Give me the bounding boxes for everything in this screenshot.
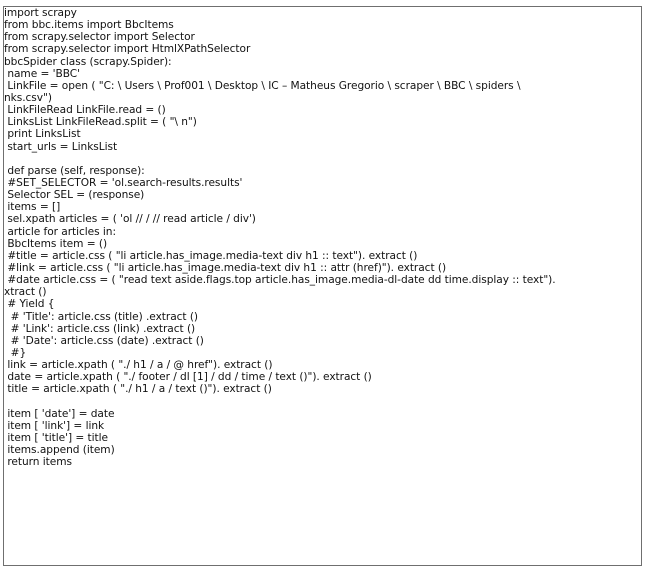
code-line: sel.xpath articles = ( 'ol // / // read article / div')	[4, 213, 256, 226]
code-line: start_urls = LinksList	[4, 140, 118, 153]
code-line: title = article.xpath ( "./ h1 / a / text ()"). extract ()	[4, 383, 272, 396]
code-line: #link = article.css ( "li article.has_image.media-text div h1 :: attr (href)"). extract ()	[4, 261, 447, 274]
code-line: #title = article.css ( "li article.has_image.media-text div h1 :: text"). extract ()	[4, 249, 418, 262]
code-line: BbcItems item = ()	[4, 237, 108, 250]
code-line: article for articles in:	[4, 225, 116, 238]
code-line: return items	[4, 456, 72, 469]
code-line: xtract ()	[4, 286, 47, 299]
code-line: # 'Link': article.css (link) .extract ()	[4, 322, 196, 335]
code-line: from bbc.items import BbcItems	[4, 19, 174, 32]
code-line: bbcSpider class (scrapy.Spider):	[4, 55, 172, 68]
code-line: print LinksList	[4, 128, 81, 141]
code-line: LinkFile = open ( "C: \ Users \ Prof001 \ Desktop \ IC – Matheus Gregorio \ scraper \ BBC \ spiders \	[4, 79, 521, 92]
code-line: items = []	[4, 201, 61, 214]
code-line: item [ 'link'] = link	[4, 419, 105, 432]
code-line: #SET_SELECTOR = 'ol.search-results.results'	[4, 176, 243, 189]
code-line: LinksList LinkFileRead.split = ( "\ n")	[4, 116, 197, 129]
code-line: Selector SEL = (response)	[4, 189, 145, 202]
code-line: from scrapy.selector import Selector	[4, 31, 195, 44]
code-line: from scrapy.selector import HtmlXPathSelector	[4, 43, 251, 56]
code-line: item [ 'title'] = title	[4, 431, 108, 444]
code-line: item [ 'date'] = date	[4, 407, 115, 420]
code-line: date = article.xpath ( "./ footer / dl [1] / dd / time / text ()"). extract ()	[4, 371, 372, 384]
code-line: # Yield {	[4, 298, 55, 311]
code-line: nks.csv")	[4, 91, 52, 104]
code-line	[4, 153, 636, 165]
code-line: #}	[4, 346, 27, 359]
code-line: items.append (item)	[4, 444, 115, 457]
code-line: #date article.css = ( "read text aside.flags.top article.has_image.media-dl-date dd time.display :: text").	[4, 274, 556, 287]
code-line	[4, 396, 636, 408]
code-line: LinkFileRead LinkFile.read = ()	[4, 104, 166, 117]
code-block	[4, 7, 636, 468]
code-line: name = 'BBC'	[4, 67, 80, 80]
code-line: import scrapy	[4, 7, 77, 19]
code-line: link = article.xpath ( "./ h1 / a / @ href"). extract ()	[4, 359, 273, 372]
code-line: # 'Date': article.css (date) .extract ()	[4, 334, 204, 347]
code-line: def parse (self, response):	[4, 164, 145, 177]
code-line: # 'Title': article.css (title) .extract ()	[4, 310, 198, 323]
